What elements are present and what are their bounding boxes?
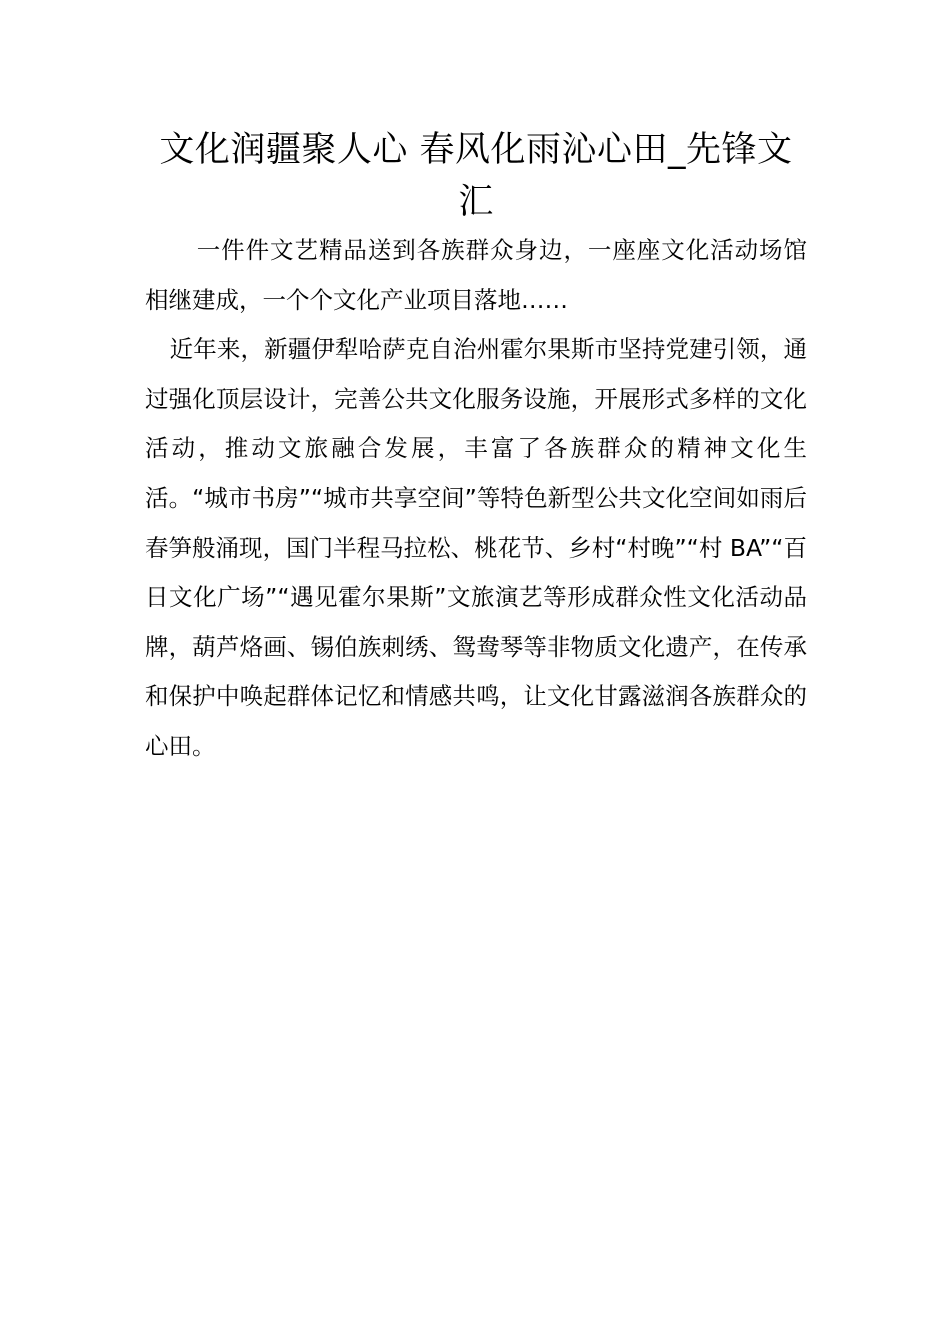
document-title: 文化润疆聚人心 春风化雨沁心田_先锋文汇: [159, 130, 793, 222]
document-body: [145, 226, 807, 772]
paragraph-intro: 一件件文艺精品送到各族群众身边，一座座文化活动场馆相继建成，一个个文化产业项目落地……: [145, 236, 807, 314]
paragraph-main: 近年来，新疆伊犁哈萨克自治州霍尔果斯市坚持党建引领，通过强化顶层设计，完善公共文化服务设施，开展形式多样的文化活动，推动文旅融合发展，丰富了各族群众的精神文化生活。“城市书房”“城市共享空间”等特色新型公共文化空间如雨后春笋般涌现，国门半程马拉松、桃花节、乡村“村晚”“村 BA”“百日文化广场”“遇见霍尔果斯”文旅演艺等形成群众性文化活动品牌，葫芦烙画、锡伯族刺绣、鸳鸯琴等非物质文化遗产，在传承和保护中唤起群体记忆和情感共鸣，让文化甘露滋润各族群众的心田。: [145, 335, 807, 760]
